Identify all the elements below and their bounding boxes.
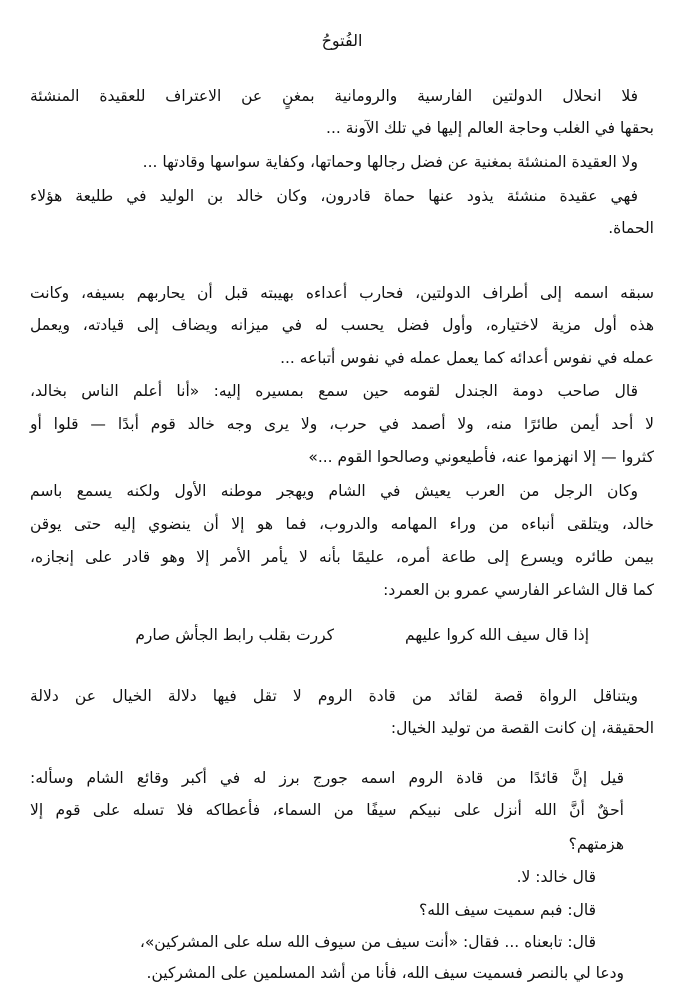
chapter-title: الفُتوحُ	[321, 31, 363, 50]
quote-line: قيل إنَّ قائدًا من قادة الروم اسمه جورج برز له في أكبر وقائع الشام وسأله:	[30, 769, 624, 787]
text-line: الحماة.	[608, 219, 654, 237]
quote-line: قال: تابعناه ... فقال: «أنت سيف من سيوف الله سله على المشركين»،	[139, 933, 596, 951]
text-line: هذه أول مزية لاختياره، وأول فضل يحسب له في ميزانه ويضاف إلى قيادته، ويعمل	[30, 316, 654, 334]
text-line: خالد، ويتلقى أنباءه من وراء المهامه والدروب، فما هو إلا أن ينضوي إليه حتى يوقن	[30, 515, 654, 533]
quote-line: هزمتهم؟	[568, 835, 624, 853]
text-line: ويتناقل الرواة قصة لقائد من قادة الروم لا تقل فيها دلالة الخيال عن دلالة	[30, 687, 638, 705]
quote-line: أحقٌ أنَّ الله أنزل على نبيكم سيفًا من السماء، فأعطاكه فلا تسله على قوم إلا	[30, 801, 624, 819]
text-line: وكان الرجل من العرب يعيش في الشام ويهجر موطنه الأول ولكنه يسمع باسم	[30, 482, 638, 500]
text-line: بيمن طائره ويسرع إلى طاعة أمره، عليمًا بأنه لا يأمر الأمر إلا وهو قادر على إنجازه،	[30, 548, 654, 566]
text-line: عمله في نفوس أعدائه كما يعمل عمله في نفوس أتباعه ...	[280, 349, 654, 367]
text-line: سبقه اسمه إلى أطراف الدولتين، فحارب أعداءه بهيبته قبل أن يحاربهم بسيفه، وكانت	[30, 284, 654, 302]
text-line: لا أحد أيمن طائرًا منه، ولا أصمد في حرب، ولا يرى وجه خالد قوم أبدًا — قلوا أو	[30, 415, 654, 433]
text-line: فهي عقيدة منشئة يذود عنها حماة قادرون، وكان خالد بن الوليد في طليعة هؤلاء	[30, 187, 638, 205]
text-line: كما قال الشاعر الفارسي عمرو بن العمرد:	[383, 581, 654, 599]
text-line: بحقها في الغلب وحاجة العالم إليها في تلك الآونة ...	[326, 119, 654, 137]
verse-second-hemistich: كررت بقلب رابط الجأش صارم	[135, 626, 334, 644]
verse-first-hemistich: إذا قال سيف الله كروا عليهم	[405, 626, 589, 644]
text-line: كثروا — إلا انهزموا عنه، فأطيعوني وصالحوا القوم ...»	[308, 448, 654, 466]
text-line: الحقيقة، إن كانت القصة من توليد الخيال:	[390, 719, 654, 737]
text-line: ولا العقيدة المنشئة بمغنية عن فضل رجالها وحماتها، وكفاية سواسها وقادتها ...	[142, 153, 638, 171]
text-line: فلا انحلال الدولتين الفارسية والرومانية بمغنٍ عن الاعتراف للعقيدة المنشئة	[30, 87, 638, 105]
text-line: قال صاحب دومة الجندل لقومه حين سمع بمسيره إليه: «أنا أعلم الناس بخالد،	[30, 382, 638, 400]
quote-line: قال خالد: لا.	[516, 868, 596, 886]
quote-line: ودعا لي بالنصر فسميت سيف الله، فأنا من أشد المسلمين على المشركين.	[146, 964, 624, 982]
quote-line: قال: فبم سميت سيف الله؟	[419, 901, 596, 919]
